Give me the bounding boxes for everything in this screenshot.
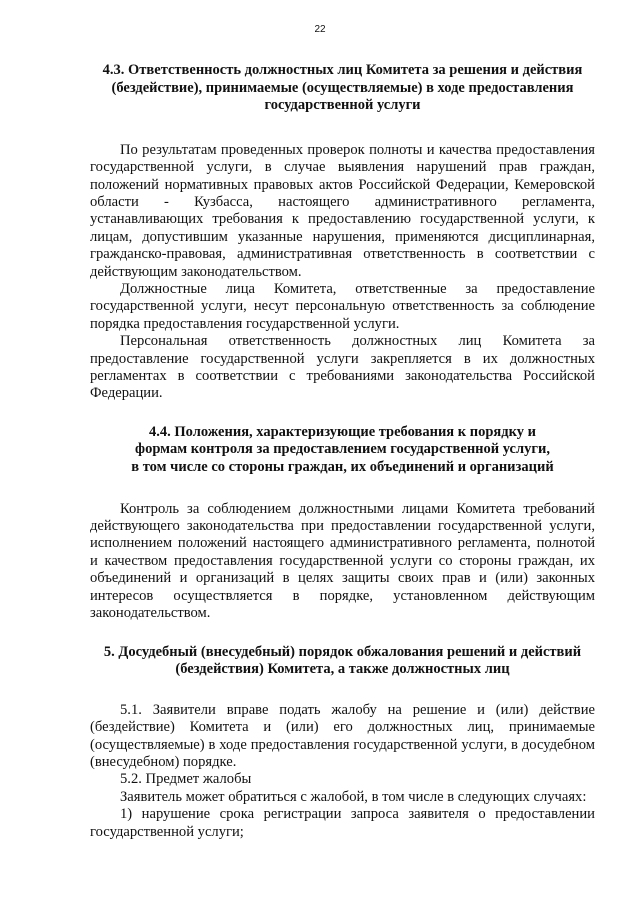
section-4-4-paragraph-1: Контроль за соблюдением должностными лицами Комитета требований действующего законодательства при предоставлении государственной услуги, исполнением положений настоящего административного регламента, полнотой и качеством предоставления государственной услуги со стороны граждан, их объединений и организаций в целях защиты своих прав и (или) законных интересов осуществляется в порядке, установленном действующим законодательством. [90,500,595,622]
section-4-4-heading: 4.4. Положения, характеризующие требования к порядку и формам контроля за предоставлением государственной услуги, в том числе со стороны граждан, их объединений и организаций [131,423,554,476]
section-4-3-paragraph-2: Должностные лица Комитета, ответственные за предоставление государственной услуги, несут персональную ответственность за соблюдение порядка предоставления государственной услуги. [90,281,595,332]
section-4-3-paragraph-1: По результатам проведенных проверок полноты и качества предоставления государственной услуги, в случае выявления нарушений прав граждан, положений нормативных правовых актов Российской Федерации, Кемеровской области - Кузбасса, настоящего административного регламента, устанавливающих требования к предоставлению государственной услуги, к лицам, допустившим указанные нарушения, применяются дисциплинарная, гражданско-правовая, административная ответственность в соответствии с действующим законодательством. [90,141,595,280]
page-number: 22 [314,24,326,35]
section-5-paragraph-2: 5.2. Предмет жалобы [120,771,252,788]
section-4-3-paragraph-3: Персональная ответственность должностных лиц Комитета за предоставление государственной услуги закрепляется в их должностных регламентах в соответствии с требованиями законодательства Российской Федерации. [90,333,595,402]
section-4-3-heading: 4.3. Ответственность должностных лиц Комитета за решения и действия (бездействие), принимаемые (осуществляемые) в ходе предоставления государственной услуги [102,62,583,114]
page-content [90,62,595,841]
section-5-paragraph-4: 1) нарушение срока регистрации запроса заявителя о предоставлении государственной услуги; [90,806,595,840]
section-5-heading: 5. Досудебный (внесудебный) порядок обжалования решений и действий (бездействия) Комитета, а также должностных лиц [103,643,582,678]
section-5-paragraph-1: 5.1. Заявители вправе подать жалобу на решение и (или) действие (бездействие) Комитета и (или) его должностных лиц, принимаемые (осуществляемые) в ходе предоставления государственной услуги, в досудебном (внесудебном) порядке. [90,701,595,770]
section-5-paragraph-3: Заявитель может обратиться с жалобой, в том числе в следующих случаях: [120,788,587,805]
